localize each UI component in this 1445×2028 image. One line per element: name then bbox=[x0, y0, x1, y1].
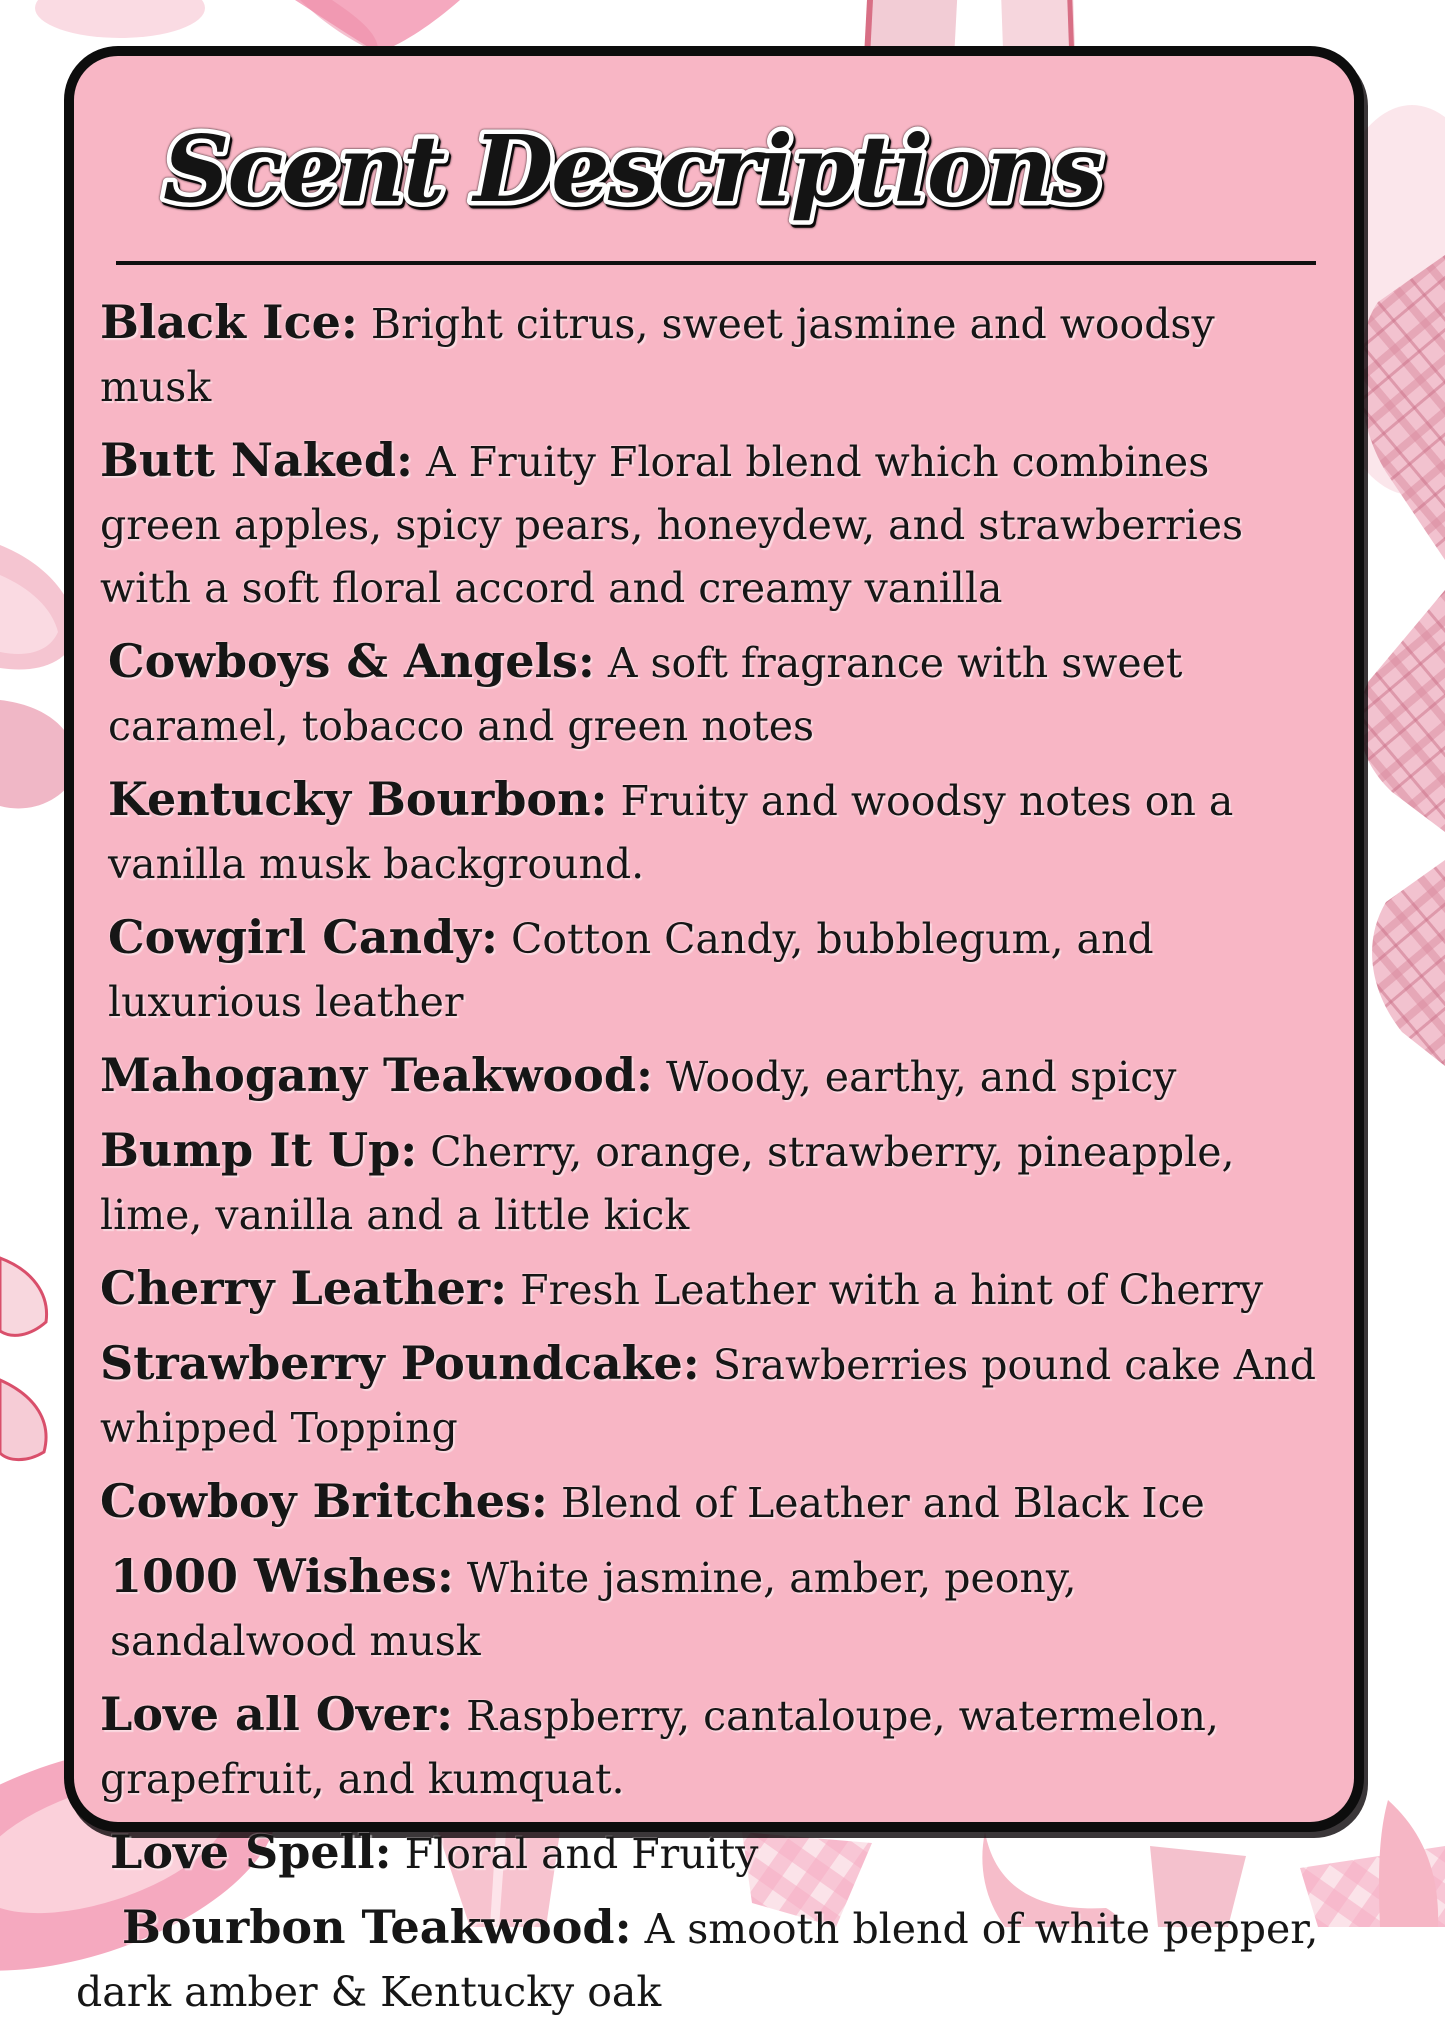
scent-name: 1000 Wishes: bbox=[110, 1549, 454, 1603]
scent-entry bbox=[100, 910, 1332, 1038]
scent-name: Love Spell: bbox=[110, 1825, 392, 1879]
scent-name: Love all Over: bbox=[100, 1687, 454, 1741]
scent-card bbox=[64, 46, 1364, 2016]
scent-description: Bright citrus, sweet jasmine and woodsy musk bbox=[100, 300, 1215, 411]
scent-name: Cowboy Britches: bbox=[100, 1474, 548, 1528]
scent-description: White jasmine, amber, peony, sandalwood musk bbox=[110, 1554, 1077, 1665]
scent-description: Cherry, orange, strawberry, pineapple, lime, vanilla and a little kick bbox=[100, 1128, 1235, 1239]
scent-entry bbox=[100, 1336, 1332, 1464]
scent-entry bbox=[100, 433, 1332, 624]
scent-name: Cowgirl Candy: bbox=[108, 910, 498, 964]
scent-description: Fresh Leather with a hint of Cherry bbox=[507, 1266, 1263, 1314]
scent-description: Woody, earthy, and spicy bbox=[653, 1053, 1177, 1101]
scent-entry bbox=[100, 1474, 1332, 1539]
scent-description: A Fruity Floral blend which combines green apples, spicy pears, honeydew, and strawberries with a soft floral accord and creamy vanilla bbox=[100, 438, 1244, 612]
scent-entry bbox=[100, 1123, 1332, 1251]
scent-name: Bump It Up: bbox=[100, 1123, 418, 1177]
scent-entry bbox=[76, 1900, 1332, 2028]
scent-entry bbox=[100, 1549, 1332, 1677]
scent-list bbox=[74, 295, 1354, 2028]
scent-description: Srawberries pound cake And whipped Topping bbox=[100, 1341, 1317, 1452]
scent-description: A soft fragrance with sweet caramel, tobacco and green notes bbox=[108, 639, 1183, 750]
title-banner bbox=[74, 78, 1354, 253]
scent-entry bbox=[100, 634, 1332, 762]
scent-name: Kentucky Bourbon: bbox=[108, 772, 608, 826]
scent-description: A smooth blend of white pepper, dark amber & Kentucky oak bbox=[76, 1905, 1319, 2016]
scent-entry bbox=[100, 1261, 1332, 1326]
scent-name: Strawberry Poundcake: bbox=[100, 1336, 700, 1390]
scent-entry bbox=[100, 1048, 1332, 1113]
scent-name: Cowboys & Angels: bbox=[108, 634, 595, 688]
scent-entry bbox=[100, 1687, 1332, 1815]
scent-entry bbox=[100, 772, 1332, 900]
scent-description: Floral and Fruity bbox=[391, 1830, 759, 1878]
scent-name: Cherry Leather: bbox=[100, 1261, 508, 1315]
scent-description: Blend of Leather and Black Ice bbox=[547, 1479, 1205, 1527]
scent-name: Mahogany Teakwood: bbox=[100, 1048, 654, 1102]
scent-entry bbox=[100, 1825, 1332, 1890]
page-title: Scent Descriptions bbox=[163, 115, 1101, 223]
scent-name: Bourbon Teakwood: bbox=[122, 1900, 632, 1954]
scent-name: Butt Naked: bbox=[100, 433, 413, 487]
scent-name: Black Ice: bbox=[100, 295, 358, 349]
title-underline bbox=[116, 261, 1316, 265]
scent-description: Raspberry, cantaloupe, watermelon, grapefruit, and kumquat. bbox=[100, 1692, 1219, 1803]
scent-entry bbox=[100, 295, 1332, 423]
scent-description: Cotton Candy, bubblegum, and luxurious leather bbox=[108, 915, 1154, 1026]
scent-description: Fruity and woodsy notes on a vanilla musk background. bbox=[108, 777, 1234, 888]
